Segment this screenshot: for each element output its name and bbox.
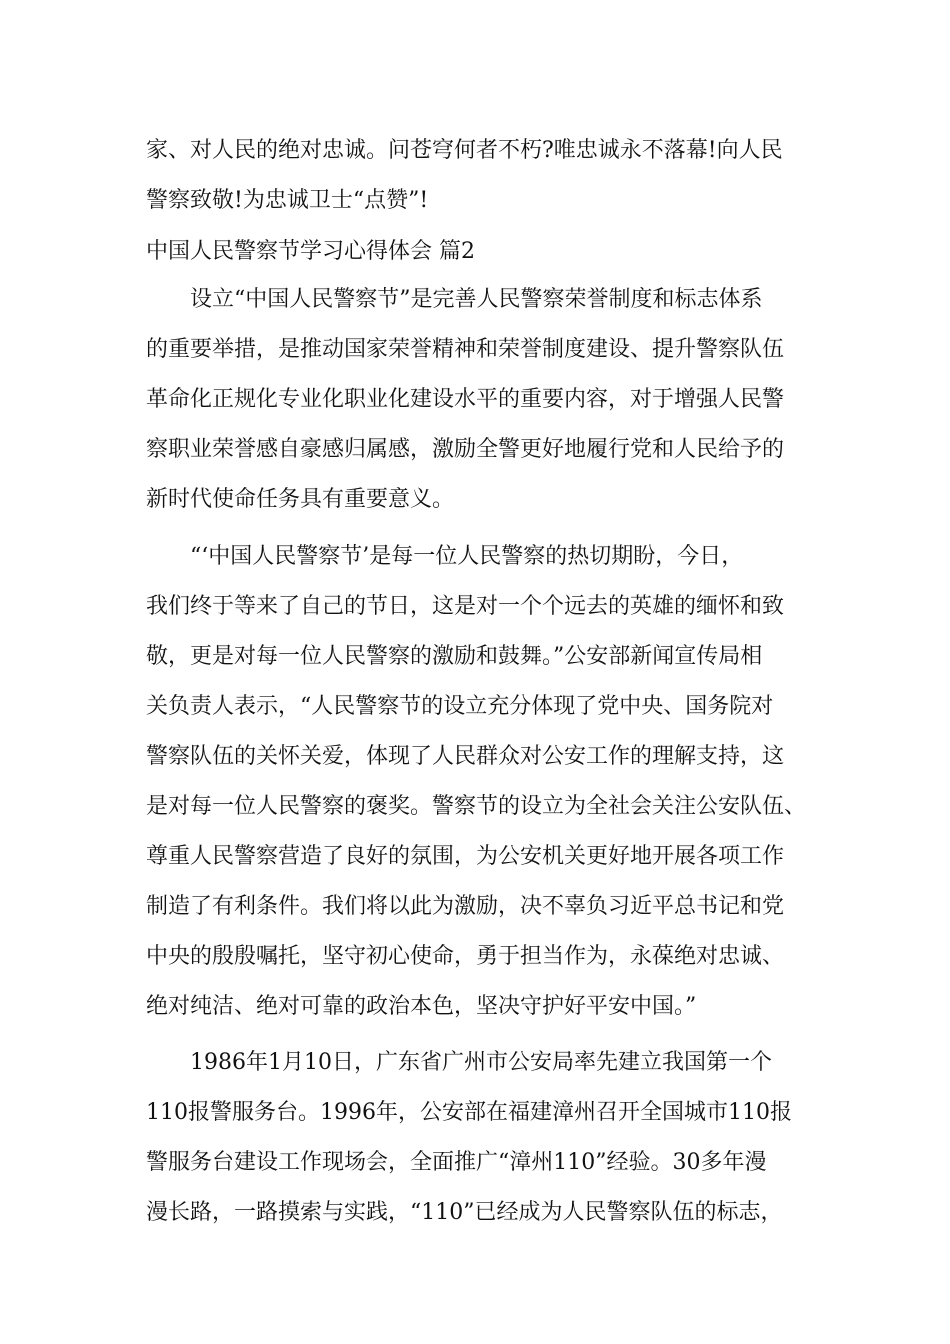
text-line: 漫长路，一路摸索与实践，“110”已经成为人民警察队伍的标志， <box>146 1200 783 1225</box>
text-line: 敬，更是对每一位人民警察的激励和鼓舞。”公安部新闻宣传局相 <box>146 644 763 669</box>
text-line: 110报警服务台。1996年，公安部在福建漳州召开全国城市110报 <box>146 1100 792 1125</box>
text-line: 绝对纯洁、绝对可靠的政治本色，坚决守护好平安中国。” <box>146 994 697 1019</box>
text-line: 1986年1月10日，广东省广州市公安局率先建立我国第一个 <box>190 1050 772 1075</box>
text-line: 设立“中国人民警察节”是完善人民警察荣誉制度和标志体系 <box>190 287 763 312</box>
text-line: 中央的殷殷嘱托，坚守初心使命，勇于担当作为，永葆绝对忠诚、 <box>146 944 785 969</box>
text-line: 是对每一位人民警察的褒奖。警察节的设立为全社会关注公安队伍、 <box>146 794 807 819</box>
section-title: 中国人民警察节学习心得体会 篇2 <box>146 239 475 264</box>
text-line: 家、对人民的绝对忠诚。问苍穹何者不朽?唯忠诚永不落幕!向人民 <box>146 138 783 163</box>
text-line: 警察致敬!为忠诚卫士“点赞”! <box>146 188 429 213</box>
text-line: 警察队伍的关怀关爱，体现了人民群众对公安工作的理解支持，这 <box>146 744 785 769</box>
text-line: 察职业荣誉感自豪感归属感，激励全警更好地履行党和人民给予的 <box>146 437 785 462</box>
text-line: “‘中国人民警察节’是每一位人民警察的热切期盼，今日， <box>190 544 744 569</box>
text-line: 的重要举措，是推动国家荣誉精神和荣誉制度建设、提升警察队伍 <box>146 337 785 362</box>
text-line: 新时代使命任务具有重要意义。 <box>146 487 455 512</box>
text-line: 制造了有利条件。我们将以此为激励，决不辜负习近平总书记和党 <box>146 894 785 919</box>
text-line: 关负责人表示，“人民警察节的设立充分体现了党中央、国务院对 <box>146 694 774 719</box>
text-line: 革命化正规化专业化职业化建设水平的重要内容，对于增强人民警 <box>146 387 785 412</box>
text-line: 我们终于等来了自己的节日，这是对一个个远去的英雄的缅怀和致 <box>146 594 785 619</box>
text-line: 尊重人民警察营造了良好的氛围，为公安机关更好地开展各项工作 <box>146 844 785 869</box>
text-line: 警服务台建设工作现场会，全面推广“漳州110”经验。30多年漫 <box>146 1150 767 1175</box>
